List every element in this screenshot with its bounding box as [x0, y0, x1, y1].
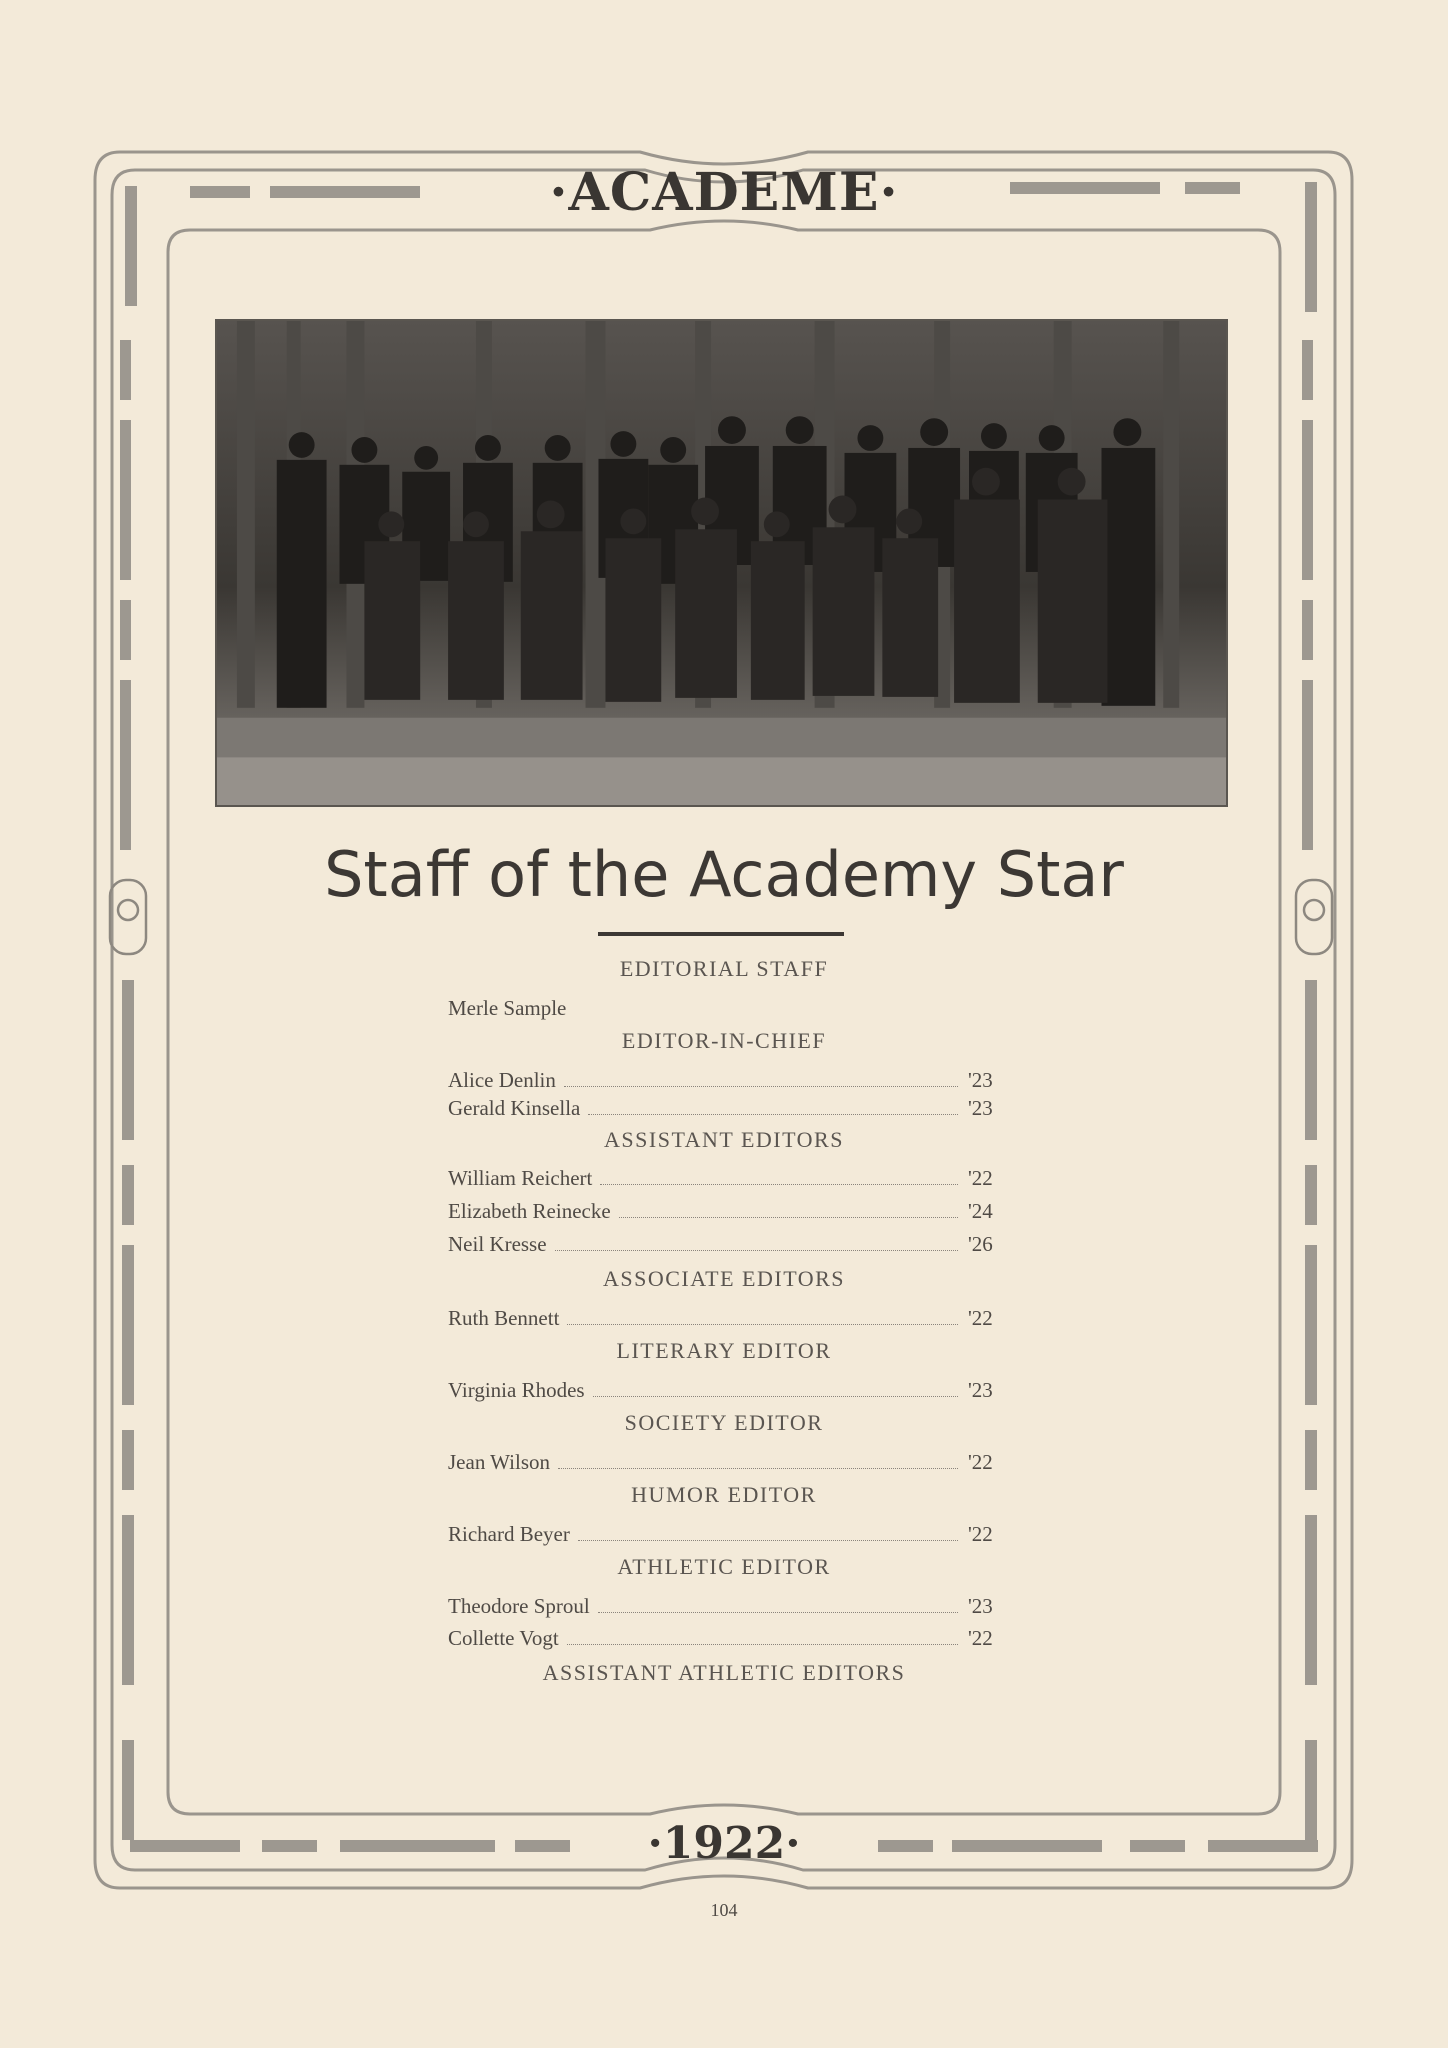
class-year: '23	[968, 1378, 993, 1402]
staff-entry	[448, 1166, 1000, 1191]
page-number: 104	[710, 1900, 738, 1920]
class-year: '22	[968, 1626, 993, 1650]
staff-name: Richard Beyer	[448, 1522, 570, 1546]
staff-name: William Reichert	[448, 1166, 593, 1190]
staff-name: Neil Kresse	[448, 1232, 547, 1256]
staff-name: Theodore Sproul	[448, 1594, 590, 1618]
staff-name: Elizabeth Reinecke	[448, 1199, 611, 1223]
section-heading: ASSOCIATE EDITORS	[602, 1266, 846, 1291]
section-heading: LITERARY EDITOR	[616, 1338, 832, 1363]
staff-name: Collette Vogt	[448, 1626, 559, 1650]
staff-entry	[448, 1450, 1000, 1475]
staff-entry	[448, 1378, 1000, 1403]
section-heading: SOCIETY EDITOR	[624, 1410, 824, 1435]
staff-entry	[448, 1096, 1000, 1121]
class-year: '22	[968, 1306, 993, 1330]
header-banner: ·ACADEME·	[549, 162, 899, 223]
section-heading: HUMOR EDITOR	[631, 1482, 817, 1507]
staff-name: Merle Sample	[448, 996, 567, 1020]
section-heading: ATHLETIC EDITOR	[617, 1554, 831, 1579]
staff-name: Ruth Bennett	[448, 1306, 560, 1330]
staff-name: Jean Wilson	[448, 1450, 551, 1474]
section-heading: EDITORIAL STAFF	[619, 956, 829, 981]
section-heading: ASSISTANT EDITORS	[604, 1127, 844, 1152]
staff-entry	[448, 1594, 1000, 1619]
staff-name: Gerald Kinsella	[448, 1096, 581, 1120]
class-year: '22	[968, 1450, 993, 1474]
staff-entry	[448, 1306, 1000, 1331]
staff-entry	[448, 1199, 1000, 1224]
class-year: '24	[968, 1199, 993, 1223]
class-year: '23	[968, 1594, 993, 1618]
class-year: '23	[968, 1068, 993, 1092]
section-heading: EDITOR-IN-CHIEF	[621, 1028, 827, 1053]
title-rule	[598, 932, 844, 936]
group-photo-icon	[217, 321, 1226, 805]
group-photo	[215, 319, 1228, 807]
staff-entry	[448, 1522, 1000, 1547]
staff-entry	[448, 1068, 1000, 1093]
staff-entry	[448, 1626, 1000, 1651]
staff-entry	[448, 1232, 1000, 1257]
class-year: '26	[968, 1232, 993, 1256]
staff-name: Alice Denlin	[448, 1068, 556, 1092]
class-year: '22	[968, 1166, 993, 1190]
staff-name: Virginia Rhodes	[448, 1378, 585, 1402]
class-year: '22	[968, 1522, 993, 1546]
class-year: '23	[968, 1096, 993, 1120]
footer-banner: ·1922·	[647, 1818, 801, 1869]
page-title: Staff of the Academy Star	[324, 838, 1124, 911]
section-heading: ASSISTANT ATHLETIC EDITORS	[542, 1660, 906, 1685]
